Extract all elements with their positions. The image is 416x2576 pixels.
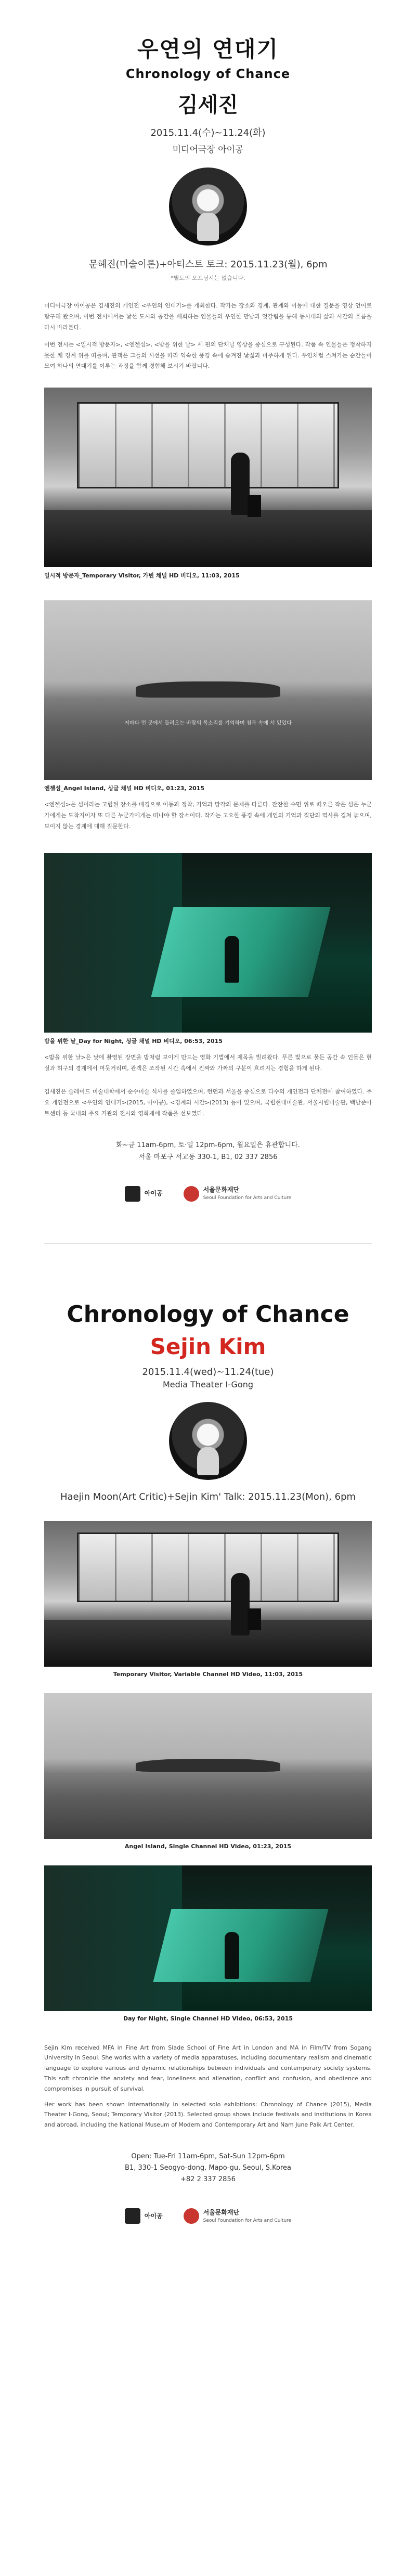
opening-note: *별도의 오프닝시는 없습니다. [171,275,245,281]
work-description [44,800,372,832]
artist-bio [44,1087,372,1119]
person-silhouette [225,1932,239,1979]
island-shape [136,1759,280,1772]
work-figure [44,853,372,1074]
sponsor-logos [0,2208,416,2224]
work-image-temporary-visitor [44,1521,372,1667]
wall-shape [44,1865,182,2011]
english-bio-text: Her work has been shown internationally in selected solo exhibitions: Chronology of Chance (2015), Media Theater I-Gong, Seoul; Temporary Visitor (2013). Selected group shows include festivals and institutions in Korea and abroad, including the National Museum of Modern and Contemporary Art and Nam June Paik Art Center. [44,2101,372,2129]
igong-logo [125,1186,163,1202]
sfac-name-kr: 서울문화재단 [203,1186,240,1194]
english-address: B1, 330-1 Seogyo-dong, Mapo-gu, Seoul, S.Korea [125,2164,291,2172]
work-description-text: <밤을 위한 날>은 낮에 촬영된 장면을 밤처럼 보이게 만드는 영화 기법에서 제목을 빌려왔다. 푸른 빛으로 물든 공간 속 인물은 현실과 허구의 경계에서 머뭇거리며, 관객은 조작된 시간 속에서 진짜와 가짜의 구분이 흐려지는 경험을 하게 된다. [44,1054,372,1072]
image-overlay-text: 저마다 먼 곳에서 들려오는 바람의 목소리를 기억하며 침묵 속에 서 있었다 [124,720,292,727]
intro-paragraph: 미디어극장 아이공은 김세진의 개인전 <우연의 연대기>를 개최한다. 작가는 장소와 경계, 관계와 이동에 대한 질문을 영상 언어로 탐구해 왔으며, 이번 전시에서는 낯선 도시와 공간을 배회하는 인물들의 우연한 만남과 엇갈림을 통해 동시대의 삶과 시간의 흐름을 다시 바라본다. [44,302,372,331]
artist-bio-text: 김세진은 슬레이드 미술대학에서 순수미술 석사를 졸업하였으며, 런던과 서울을 중심으로 다수의 개인전과 단체전에 참여하였다. 주요 개인전으로 <우연의 연대기>(2015, 아이공), <경계의 시간>(2013) 등이 있으며, 국립현대미술관, 서울시립미술관, 백남준아트센터 등 국내외 주요 기관의 전시와 영화제에 작품을 선보였다. [44,1088,372,1117]
english-talk-info: Haejin Moon(Art Critic)+Sejin Kim' Talk: 2015.11.23(Mon), 6pm [60,1491,356,1502]
sfac-name-kr: 서울문화재단 [203,2208,240,2216]
address: 서울 마포구 서교동 330-1, B1, 02 337 2856 [138,1153,278,1161]
english-artist-name: Sejin Kim [150,1333,266,1359]
english-phone: +82 2 337 2856 [180,2175,236,2184]
floor-shape [44,510,372,567]
exhibition-venue: 미디어극장 아이공 [172,145,244,155]
sfac-logo-text [203,2209,292,2224]
sfac-mark-icon [184,1186,199,1202]
english-venue: Media Theater I-Gong [162,1379,254,1389]
artist-name: 김세진 [178,93,238,117]
light-shape [151,907,330,997]
english-opening-hours: Open: Tue-Fri 11am-6pm, Sat-Sun 12pm-6pm [131,2153,285,2161]
work-image-temporary-visitor [44,388,372,567]
island-shape [136,681,280,698]
sfac-logo-text [203,1186,292,1201]
work-figure [44,600,372,832]
window-frame [77,402,339,488]
sfac-logo [184,2208,292,2224]
work-caption: 밤을 위한 날_Day for Night, 싱글 채널 HD 비디오, 06:53, 2015 [44,1038,223,1045]
opening-hours: 화~금 11am-6pm, 토·일 12pm-6pm, 월요일은 휴관합니다. [116,1141,300,1150]
english-visitor-info [0,2151,416,2185]
artist-talk-info: 문혜진(미술이론)+아티스트 토크: 2015.11.23(월), 6pm [88,259,328,270]
artist-portrait-image [169,168,247,246]
floor-shape [44,1620,372,1667]
work-figure [44,1693,372,1850]
igong-logo-text: 아이공 [144,1190,163,1197]
wall-shape [44,853,182,1033]
work-description [44,1052,372,1074]
work-image-angel-island [44,1693,372,1839]
english-title: Chronology of Chance [67,1300,349,1328]
light-shape [153,1909,328,1982]
korean-section [0,0,416,282]
english-bio-text: Sejin Kim received MFA in Fine Art from Slade School of Fine Art in London and MA in Film/TV from Sogang University in Seoul. She works with a variety of media apparatuses, including documentary realism and cinematic language to explore various and dynamic relationships between individuals and contemporary society systems. This soft chronicle the anxiety and fear, loneliness and alienation, conflict and confusion, and obedience and compromises in pursuit of survival. [44,2044,372,2092]
work-caption: Day for Night, Single Channel HD Video, 06:53, 2015 [123,2015,293,2022]
intro-text [44,301,372,372]
visitor-info [0,1140,416,1163]
intro-paragraph: 이번 전시는 <일시적 방문자>, <엔젤섬>, <밤을 위한 날> 세 편의 단채널 영상을 중심으로 구성된다. 작품 속 인물들은 정착하지 못한 채 경계 위를 떠돌며, 관객은 그들의 시선을 따라 익숙한 풍경 속에 숨겨진 낯섦과 마주하게 된다. 우연처럼 스쳐가는 순간들이 모여 하나의 연대기를 이루는 과정을 함께 경험해 보시기 바랍니다. [44,341,372,370]
english-bio [44,2043,372,2130]
sfac-logo [184,1186,292,1202]
sponsor-logos [0,1186,416,1202]
work-figure [44,1521,372,1678]
suitcase-shape [248,1608,261,1630]
sfac-name-en: Seoul Foundation for Arts and Culture [203,2218,292,2224]
work-caption: 엔젤섬_Angel Island, 싱글 채널 HD 비디오, 01:23, 2015 [44,785,205,792]
work-image-day-for-night [44,1865,372,2011]
igong-logo-text: 아이공 [144,2212,163,2220]
work-caption: 일시적 방문자_Temporary Visitor, 가변 채널 HD 비디오, 11:03, 2015 [44,572,240,579]
artist-portrait-image [169,1402,247,1480]
page-title: 우연의 연대기 [137,36,279,62]
igong-logo [125,2208,163,2224]
sfac-name-en: Seoul Foundation for Arts and Culture [203,1195,292,1201]
sfac-mark-icon [184,2208,199,2224]
work-caption: Temporary Visitor, Variable Channel HD Video, 11:03, 2015 [113,1670,303,1678]
window-frame [77,1532,339,1602]
english-dates: 2015.11.4(wed)~11.24(tue) [142,1366,274,1377]
work-figure [44,388,372,579]
work-image-angel-island [44,600,372,780]
exhibition-dates: 2015.11.4(수)~11.24(화) [150,127,266,138]
english-section [0,1244,416,1502]
suitcase-shape [248,495,261,517]
igong-mark-icon [125,1186,140,1202]
work-image-day-for-night [44,853,372,1033]
person-silhouette [225,936,239,983]
work-figure [44,1865,372,2022]
igong-mark-icon [125,2208,140,2224]
work-caption: Angel Island, Single Channel HD Video, 01:23, 2015 [124,1843,292,1850]
page-subtitle: Chronology of Chance [125,67,291,81]
work-description-text: <엔젤섬>은 섬이라는 고립된 장소를 배경으로 이동과 정착, 기억과 망각의 문제를 다룬다. 잔잔한 수면 위로 떠오른 작은 섬은 누군가에게는 도착지이자 또 다른 누군가에게는 떠나야 할 장소이다. 작가는 고요한 풍경 속에 개인의 기억과 집단의 역사를 겹쳐 놓으며, 보이지 않는 경계에 대해 질문한다. [44,801,372,830]
